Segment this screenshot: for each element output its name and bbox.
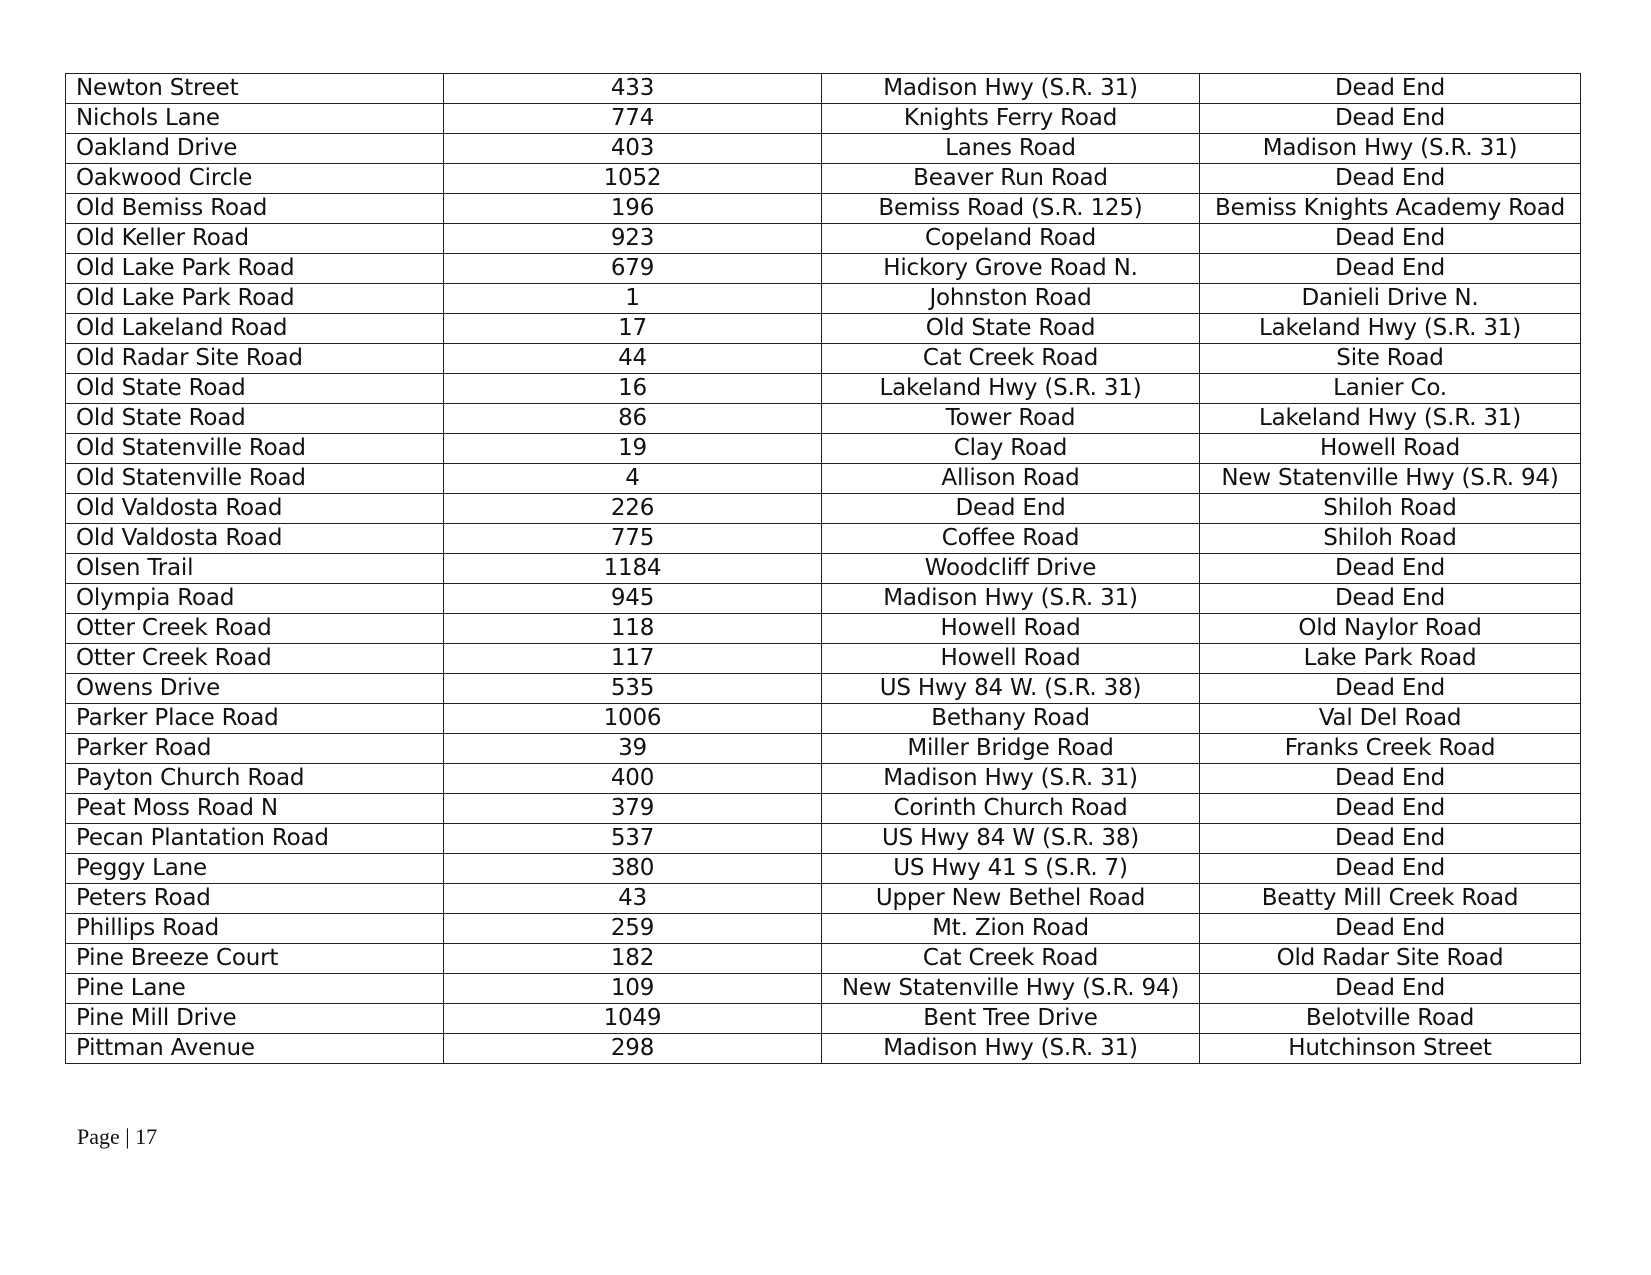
table-row bbox=[66, 164, 1581, 194]
road-from-cell: Bemiss Road (S.R. 125) bbox=[822, 194, 1200, 224]
road-from-cell: Hickory Grove Road N. bbox=[822, 254, 1200, 284]
road-to-cell: Dead End bbox=[1200, 794, 1581, 824]
road-number-cell: 775 bbox=[444, 524, 822, 554]
road-from-cell: Madison Hwy (S.R. 31) bbox=[822, 764, 1200, 794]
table-row bbox=[66, 374, 1581, 404]
road-to-cell: Old Naylor Road bbox=[1200, 614, 1581, 644]
road-name-cell: Old Valdosta Road bbox=[66, 524, 444, 554]
road-to-cell: Dead End bbox=[1200, 254, 1581, 284]
road-number-cell: 17 bbox=[444, 314, 822, 344]
road-to-cell: Lakeland Hwy (S.R. 31) bbox=[1200, 314, 1581, 344]
page-number-label: Page | 17 bbox=[77, 1124, 158, 1149]
road-name-cell: Pine Breeze Court bbox=[66, 944, 444, 974]
road-number-cell: 43 bbox=[444, 884, 822, 914]
road-from-cell: Bethany Road bbox=[822, 704, 1200, 734]
road-from-cell: Madison Hwy (S.R. 31) bbox=[822, 584, 1200, 614]
road-number-cell: 86 bbox=[444, 404, 822, 434]
road-to-cell: Shiloh Road bbox=[1200, 494, 1581, 524]
table-row bbox=[66, 704, 1581, 734]
table-row bbox=[66, 434, 1581, 464]
road-number-cell: 1049 bbox=[444, 1004, 822, 1034]
table-row bbox=[66, 284, 1581, 314]
road-number-cell: 226 bbox=[444, 494, 822, 524]
road-number-cell: 196 bbox=[444, 194, 822, 224]
road-from-cell: Corinth Church Road bbox=[822, 794, 1200, 824]
road-to-cell: Beatty Mill Creek Road bbox=[1200, 884, 1581, 914]
road-from-cell: Knights Ferry Road bbox=[822, 104, 1200, 134]
road-to-cell: Danieli Drive N. bbox=[1200, 284, 1581, 314]
road-from-cell: Dead End bbox=[822, 494, 1200, 524]
table-row bbox=[66, 914, 1581, 944]
road-name-cell: Parker Place Road bbox=[66, 704, 444, 734]
table-row bbox=[66, 1004, 1581, 1034]
table-row bbox=[66, 194, 1581, 224]
road-to-cell: Dead End bbox=[1200, 74, 1581, 104]
road-to-cell: Lakeland Hwy (S.R. 31) bbox=[1200, 404, 1581, 434]
road-number-cell: 774 bbox=[444, 104, 822, 134]
table-row bbox=[66, 764, 1581, 794]
table-row bbox=[66, 614, 1581, 644]
road-from-cell: Madison Hwy (S.R. 31) bbox=[822, 1034, 1200, 1064]
road-to-cell: Shiloh Road bbox=[1200, 524, 1581, 554]
road-from-cell: Cat Creek Road bbox=[822, 944, 1200, 974]
table-row bbox=[66, 944, 1581, 974]
road-name-cell: Olympia Road bbox=[66, 584, 444, 614]
road-name-cell: Otter Creek Road bbox=[66, 614, 444, 644]
table-row bbox=[66, 314, 1581, 344]
road-name-cell: Old Lake Park Road bbox=[66, 254, 444, 284]
road-name-cell: Pine Lane bbox=[66, 974, 444, 1004]
table-row bbox=[66, 1034, 1581, 1064]
road-name-cell: Nichols Lane bbox=[66, 104, 444, 134]
road-to-cell: Hutchinson Street bbox=[1200, 1034, 1581, 1064]
road-number-cell: 537 bbox=[444, 824, 822, 854]
road-from-cell: Lanes Road bbox=[822, 134, 1200, 164]
road-number-cell: 1052 bbox=[444, 164, 822, 194]
road-name-cell: Pine Mill Drive bbox=[66, 1004, 444, 1034]
road-name-cell: Peat Moss Road N bbox=[66, 794, 444, 824]
road-number-cell: 182 bbox=[444, 944, 822, 974]
road-number-cell: 679 bbox=[444, 254, 822, 284]
table-row bbox=[66, 404, 1581, 434]
road-to-cell: Belotville Road bbox=[1200, 1004, 1581, 1034]
road-from-cell: Clay Road bbox=[822, 434, 1200, 464]
road-from-cell: Cat Creek Road bbox=[822, 344, 1200, 374]
table-row bbox=[66, 494, 1581, 524]
road-from-cell: Madison Hwy (S.R. 31) bbox=[822, 74, 1200, 104]
road-to-cell: Dead End bbox=[1200, 974, 1581, 1004]
road-number-cell: 945 bbox=[444, 584, 822, 614]
table-row bbox=[66, 794, 1581, 824]
road-from-cell: Howell Road bbox=[822, 644, 1200, 674]
road-from-cell: Lakeland Hwy (S.R. 31) bbox=[822, 374, 1200, 404]
road-from-cell: Tower Road bbox=[822, 404, 1200, 434]
road-name-cell: Old Statenville Road bbox=[66, 434, 444, 464]
road-number-cell: 117 bbox=[444, 644, 822, 674]
table-row bbox=[66, 584, 1581, 614]
road-from-cell: Miller Bridge Road bbox=[822, 734, 1200, 764]
road-to-cell: Bemiss Knights Academy Road bbox=[1200, 194, 1581, 224]
table-row bbox=[66, 344, 1581, 374]
road-to-cell: Lanier Co. bbox=[1200, 374, 1581, 404]
road-name-cell: Newton Street bbox=[66, 74, 444, 104]
road-name-cell: Peggy Lane bbox=[66, 854, 444, 884]
page-footer bbox=[77, 1124, 157, 1150]
road-number-cell: 923 bbox=[444, 224, 822, 254]
road-name-cell: Old Lakeland Road bbox=[66, 314, 444, 344]
road-table bbox=[65, 73, 1581, 1064]
road-name-cell: Parker Road bbox=[66, 734, 444, 764]
road-to-cell: New Statenville Hwy (S.R. 94) bbox=[1200, 464, 1581, 494]
road-name-cell: Pecan Plantation Road bbox=[66, 824, 444, 854]
road-number-cell: 1 bbox=[444, 284, 822, 314]
table-row bbox=[66, 134, 1581, 164]
table-row bbox=[66, 974, 1581, 1004]
road-to-cell: Dead End bbox=[1200, 584, 1581, 614]
road-name-cell: Old State Road bbox=[66, 404, 444, 434]
road-number-cell: 1184 bbox=[444, 554, 822, 584]
road-name-cell: Olsen Trail bbox=[66, 554, 444, 584]
road-number-cell: 433 bbox=[444, 74, 822, 104]
road-to-cell: Dead End bbox=[1200, 764, 1581, 794]
road-number-cell: 259 bbox=[444, 914, 822, 944]
table-row bbox=[66, 854, 1581, 884]
road-from-cell: US Hwy 84 W (S.R. 38) bbox=[822, 824, 1200, 854]
road-from-cell: Upper New Bethel Road bbox=[822, 884, 1200, 914]
road-name-cell: Old Keller Road bbox=[66, 224, 444, 254]
road-from-cell: Old State Road bbox=[822, 314, 1200, 344]
table-row bbox=[66, 464, 1581, 494]
road-name-cell: Oakland Drive bbox=[66, 134, 444, 164]
table-row bbox=[66, 254, 1581, 284]
road-to-cell: Dead End bbox=[1200, 824, 1581, 854]
road-number-cell: 39 bbox=[444, 734, 822, 764]
road-from-cell: Woodcliff Drive bbox=[822, 554, 1200, 584]
road-number-cell: 1006 bbox=[444, 704, 822, 734]
road-from-cell: Johnston Road bbox=[822, 284, 1200, 314]
road-from-cell: Bent Tree Drive bbox=[822, 1004, 1200, 1034]
road-name-cell: Otter Creek Road bbox=[66, 644, 444, 674]
road-from-cell: Mt. Zion Road bbox=[822, 914, 1200, 944]
road-name-cell: Pittman Avenue bbox=[66, 1034, 444, 1064]
table-row bbox=[66, 224, 1581, 254]
road-number-cell: 379 bbox=[444, 794, 822, 824]
road-name-cell: Phillips Road bbox=[66, 914, 444, 944]
road-to-cell: Howell Road bbox=[1200, 434, 1581, 464]
road-number-cell: 118 bbox=[444, 614, 822, 644]
road-to-cell: Dead End bbox=[1200, 224, 1581, 254]
road-from-cell: US Hwy 41 S (S.R. 7) bbox=[822, 854, 1200, 884]
road-to-cell: Val Del Road bbox=[1200, 704, 1581, 734]
road-number-cell: 19 bbox=[444, 434, 822, 464]
road-to-cell: Dead End bbox=[1200, 104, 1581, 134]
table-row bbox=[66, 524, 1581, 554]
road-name-cell: Old Statenville Road bbox=[66, 464, 444, 494]
road-from-cell: Copeland Road bbox=[822, 224, 1200, 254]
road-to-cell: Dead End bbox=[1200, 164, 1581, 194]
road-from-cell: US Hwy 84 W. (S.R. 38) bbox=[822, 674, 1200, 704]
road-to-cell: Dead End bbox=[1200, 854, 1581, 884]
road-number-cell: 380 bbox=[444, 854, 822, 884]
road-name-cell: Old Bemiss Road bbox=[66, 194, 444, 224]
road-to-cell: Madison Hwy (S.R. 31) bbox=[1200, 134, 1581, 164]
road-number-cell: 4 bbox=[444, 464, 822, 494]
road-to-cell: Lake Park Road bbox=[1200, 644, 1581, 674]
road-name-cell: Oakwood Circle bbox=[66, 164, 444, 194]
road-name-cell: Old Valdosta Road bbox=[66, 494, 444, 524]
table-row bbox=[66, 824, 1581, 854]
table-row bbox=[66, 104, 1581, 134]
road-to-cell: Dead End bbox=[1200, 674, 1581, 704]
road-number-cell: 109 bbox=[444, 974, 822, 1004]
road-from-cell: New Statenville Hwy (S.R. 94) bbox=[822, 974, 1200, 1004]
road-to-cell: Dead End bbox=[1200, 554, 1581, 584]
table-row bbox=[66, 734, 1581, 764]
road-to-cell: Site Road bbox=[1200, 344, 1581, 374]
road-number-cell: 298 bbox=[444, 1034, 822, 1064]
road-from-cell: Howell Road bbox=[822, 614, 1200, 644]
road-from-cell: Allison Road bbox=[822, 464, 1200, 494]
road-name-cell: Peters Road bbox=[66, 884, 444, 914]
road-name-cell: Owens Drive bbox=[66, 674, 444, 704]
road-number-cell: 44 bbox=[444, 344, 822, 374]
road-number-cell: 16 bbox=[444, 374, 822, 404]
road-name-cell: Old Radar Site Road bbox=[66, 344, 444, 374]
road-table-body bbox=[66, 74, 1581, 1064]
road-to-cell: Dead End bbox=[1200, 914, 1581, 944]
road-number-cell: 400 bbox=[444, 764, 822, 794]
road-from-cell: Beaver Run Road bbox=[822, 164, 1200, 194]
table-row bbox=[66, 74, 1581, 104]
road-number-cell: 535 bbox=[444, 674, 822, 704]
table-row bbox=[66, 644, 1581, 674]
table-row bbox=[66, 674, 1581, 704]
table-row bbox=[66, 554, 1581, 584]
table-row bbox=[66, 884, 1581, 914]
road-to-cell: Franks Creek Road bbox=[1200, 734, 1581, 764]
road-name-cell: Payton Church Road bbox=[66, 764, 444, 794]
road-name-cell: Old Lake Park Road bbox=[66, 284, 444, 314]
road-name-cell: Old State Road bbox=[66, 374, 444, 404]
road-number-cell: 403 bbox=[444, 134, 822, 164]
road-from-cell: Coffee Road bbox=[822, 524, 1200, 554]
road-to-cell: Old Radar Site Road bbox=[1200, 944, 1581, 974]
